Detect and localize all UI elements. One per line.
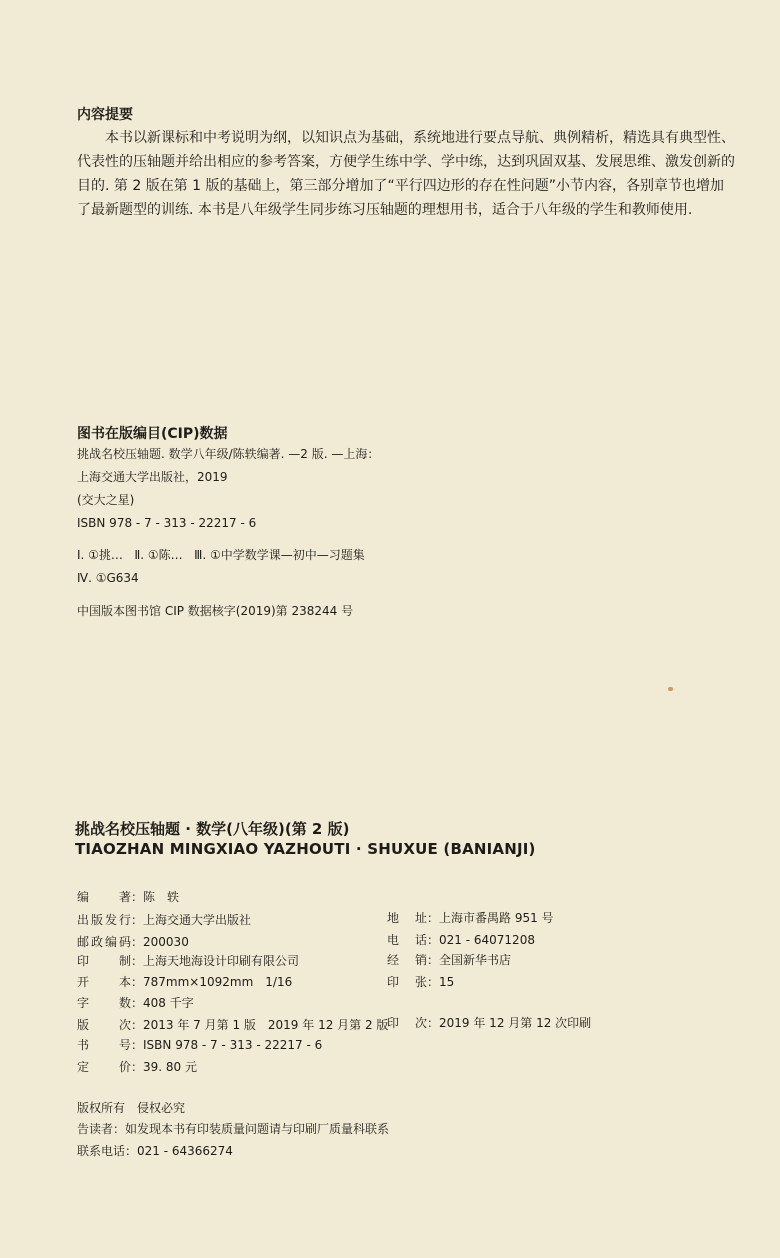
detail-label: 地址: [387, 911, 427, 925]
cip-record: 中国版本图书馆 CIP 数据核字(2019)第 238244 号: [77, 604, 354, 618]
detail-label: 印次: [387, 1016, 427, 1030]
summary-body: [77, 126, 777, 222]
detail-value: 陈 轶: [143, 890, 180, 904]
detail-value: 全国新华书店: [439, 953, 512, 967]
detail-value: 上海交通大学出版社: [143, 913, 252, 927]
summary-line: 目的. 第 2 版在第 1 版的基础上，第三部分增加了“平行四边形的存在性问题”小节内容，各别章节也增加: [77, 178, 725, 194]
summary-line: 代表性的压轴题并给出相应的参考答案，方便学生练中学、学中练，达到巩固双基、发展思维、激发创新的: [77, 154, 735, 170]
contact-phone: 联系电话：021 - 64366274: [77, 1144, 233, 1158]
cip-line: 挑战名校压轴题. 数学八年级/陈轶编著. —2 版. —上海：: [77, 447, 380, 461]
cip-classification: Ⅳ. ①G634: [77, 571, 139, 585]
detail-value: 787mm×1092mm 1/16: [143, 975, 293, 989]
reader-notice: 告读者：如发现本书有印装质量问题请与印刷厂质量科联系: [77, 1122, 390, 1136]
cip-isbn: ISBN 978 - 7 - 313 - 22217 - 6: [77, 516, 257, 530]
detail-label: 版次: [77, 1018, 131, 1032]
detail-label: 字数: [77, 996, 131, 1010]
summary-title: 内容提要: [77, 107, 133, 123]
detail-value: 200030: [143, 935, 189, 949]
detail-value: 2013 年 7 月第 1 版 2019 年 12 月第 2 版: [143, 1018, 389, 1032]
detail-row: 地址：上海市番禺路 951 号: [387, 911, 554, 925]
detail-value: 15: [439, 975, 455, 989]
detail-row: 开本：787mm×1092mm 1/16: [77, 975, 293, 989]
detail-value: 上海天地海设计印刷有限公司: [143, 954, 300, 968]
detail-row: 版次：2013 年 7 月第 1 版 2019 年 12 月第 2 版: [77, 1018, 389, 1032]
detail-row: 印制：上海天地海设计印刷有限公司: [77, 954, 300, 968]
detail-label: 邮政编码: [77, 935, 131, 949]
book-title-en: TIAOZHAN MINGXIAO YAZHOUTI · SHUXUE (BANIANJI): [75, 840, 536, 858]
detail-label: 定价: [77, 1060, 131, 1074]
detail-label: 电话: [387, 933, 427, 947]
detail-row: 经销：全国新华书店: [387, 953, 512, 967]
detail-row: 邮政编码：200030: [77, 935, 189, 949]
detail-label: 出版发行: [77, 913, 131, 927]
summary-line: 了最新题型的训练. 本书是八年级学生同步练习压轴题的理想用书，适合于八年级的学生和教师使用.: [77, 202, 693, 218]
detail-value: 2019 年 12 月第 12 次印刷: [439, 1016, 592, 1030]
book-title-cn: 挑战名校压轴题 · 数学(八年级)(第 2 版): [75, 820, 350, 838]
detail-label: 编著: [77, 890, 131, 904]
detail-value: 上海市番禺路 951 号: [439, 911, 554, 925]
detail-row: 编著：陈 轶: [77, 890, 180, 904]
detail-value: ISBN 978 - 7 - 313 - 22217 - 6: [143, 1038, 323, 1052]
detail-label: 经销: [387, 953, 427, 967]
detail-value: 021 - 64071208: [439, 933, 535, 947]
cip-line: 上海交通大学出版社，2019: [77, 470, 228, 484]
cip-title: 图书在版编目(CIP)数据: [77, 426, 228, 442]
detail-value: 39. 80 元: [143, 1060, 197, 1074]
cip-classification: Ⅰ. ①挑… Ⅱ. ①陈… Ⅲ. ①中学数学课—初中—习题集: [77, 548, 365, 562]
detail-label: 书号: [77, 1038, 131, 1052]
detail-label: 开本: [77, 975, 131, 989]
detail-row: 出版发行：上海交通大学出版社: [77, 913, 252, 927]
cip-line: (交大之星): [77, 493, 135, 507]
detail-row: 印张：15: [387, 975, 455, 989]
detail-row: 印次：2019 年 12 月第 12 次印刷: [387, 1016, 592, 1030]
paper-speck: [668, 687, 673, 691]
summary-line: 本书以新课标和中考说明为纲，以知识点为基础，系统地进行要点导航、典例精析，精选具有典型性、: [105, 130, 735, 146]
detail-row: 书号：ISBN 978 - 7 - 313 - 22217 - 6: [77, 1038, 323, 1052]
detail-row: 定价：39. 80 元: [77, 1060, 197, 1074]
detail-row: 字数：408 千字: [77, 996, 194, 1010]
detail-value: 408 千字: [143, 996, 194, 1010]
detail-label: 印张: [387, 975, 427, 989]
detail-label: 印制: [77, 954, 131, 968]
rights-notice: 版权所有 侵权必究: [77, 1101, 186, 1115]
detail-row: 电话：021 - 64071208: [387, 933, 535, 947]
